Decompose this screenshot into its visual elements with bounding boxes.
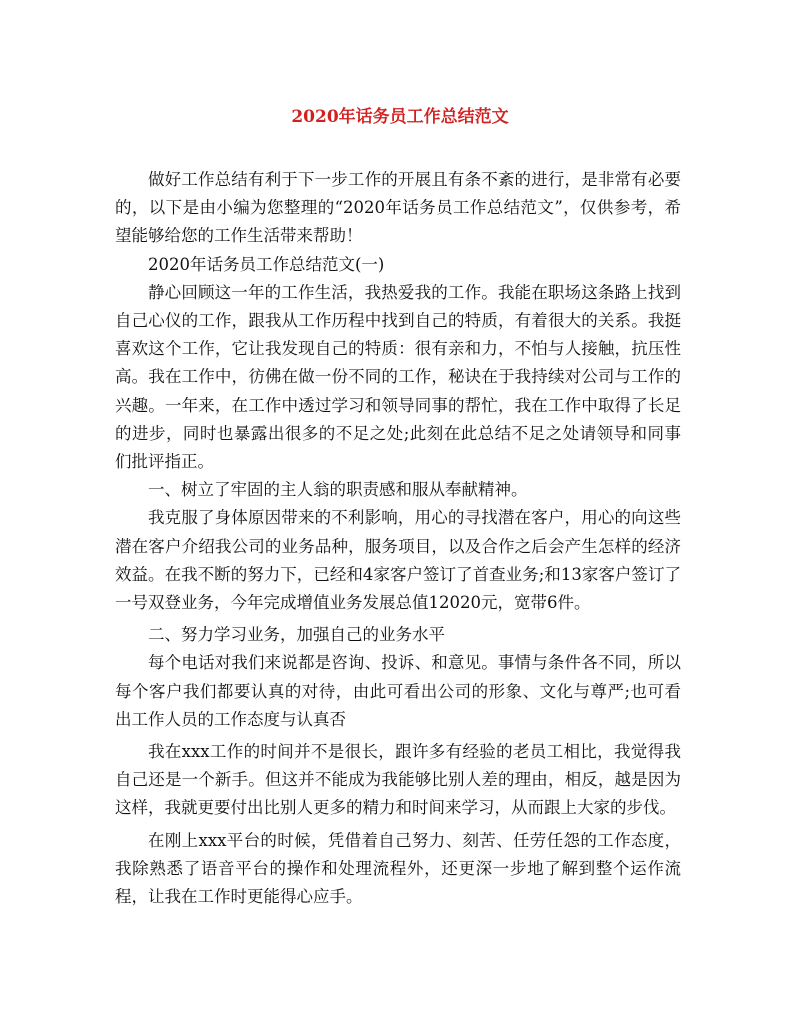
subheading-responsibility: 一、树立了牢固的主人翁的职责感和服从奉献精神。	[148, 480, 528, 500]
body-paragraph: 我克服了身体原因带来的不利影响，用心的寻找潜在客户，用心的向这些潜在客户介绍我公司的业务品种，服务项目，以及合作之后会产生怎样的经济效益。在我不断的努力下，已经和4家客户签订了首查业务;和13家客户签订了一号双登业务，今年完成增值业务发展总值12020元，宽带6件。	[115, 508, 681, 613]
body-paragraph: 静心回顾这一年的工作生活，我热爱我的工作。我能在职场这条路上找到自己心仪的工作，跟我从工作历程中找到自己的特质，有着很大的关系。我挺喜欢这个工作，它让我发现自己的特质：很有亲和力，不怕与人接触，抗压性高。我在工作中，彷佛在做一份不同的工作，秘诀在于我持续对公司与工作的兴趣。一年来，在工作中透过学习和领导同事的帮忙，我在工作中取得了长足的进步，同时也暴露出很多的不足之处;此刻在此总结不足之处请领导和同事们批评指正。	[115, 282, 681, 472]
body-paragraph: 我在xxx工作的时间并不是很长，跟许多有经验的老员工相比，我觉得我自己还是一个新手。但这并不能成为我能够比别人差的理由，相反，越是因为这样，我就更要付出比别人更多的精力和时间来学习，从而跟上大家的步伐。	[115, 742, 681, 818]
body-paragraph: 每个电话对我们来说都是咨询、投诉、和意见。事情与条件各不同，所以每个客户我们都要认真的对待，由此可看出公司的形象、文化与尊严;也可看出工作人员的工作态度与认真否	[115, 653, 681, 729]
document-body	[115, 166, 681, 911]
document-title: 2020年话务员工作总结范文	[291, 107, 509, 127]
subheading-study: 二、努力学习业务，加强自己的业务水平	[148, 625, 445, 645]
intro-paragraph: 做好工作总结有利于下一步工作的开展且有条不紊的进行，是非常有必要的，以下是由小编为您整理的“2020年话务员工作总结范文”，仅供参考，希望能够给您的工作生活带来帮助！	[115, 170, 681, 246]
body-paragraph: 在刚上xxx平台的时候，凭借着自己努力、刻苦、任劳任怨的工作态度，我除熟悉了语音平台的操作和处理流程外，还更深一步地了解到整个运作流程，让我在工作时更能得心应手。	[115, 830, 681, 907]
section-heading-one: 2020年话务员工作总结范文(一)	[148, 254, 385, 274]
